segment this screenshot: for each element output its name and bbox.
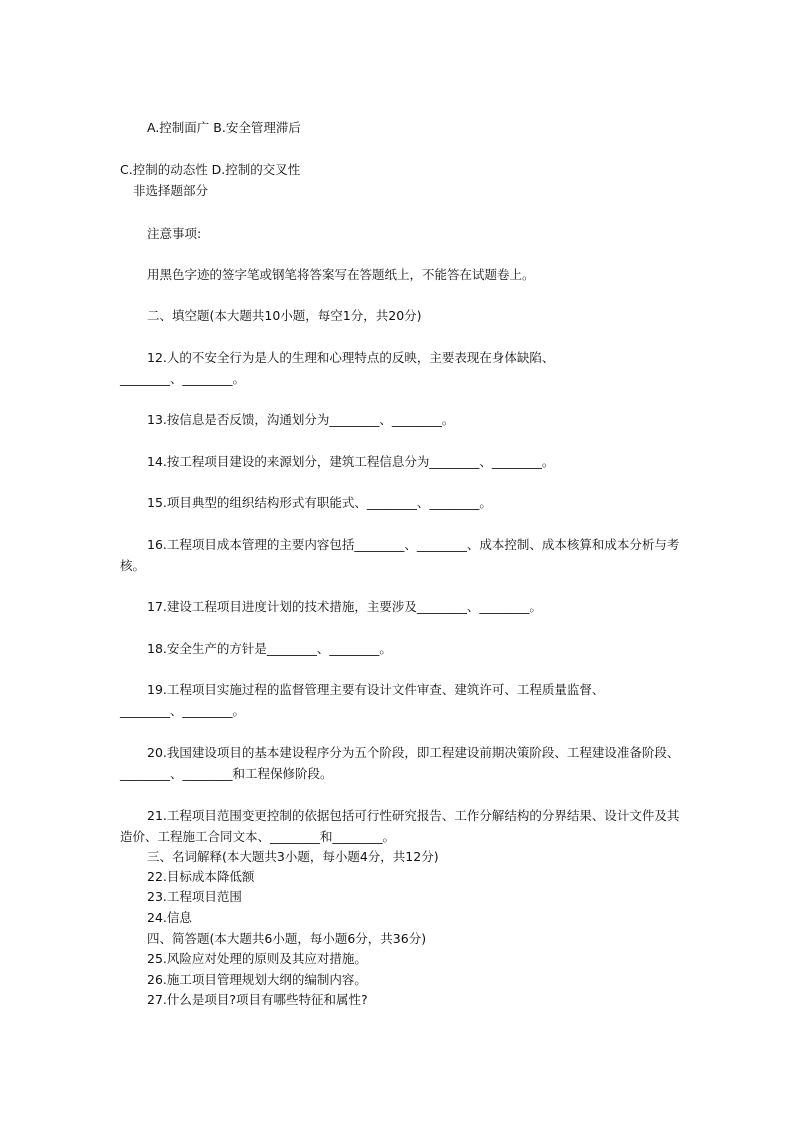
question-13: 13.按信息是否反馈，沟通划分为________、________。 <box>147 412 455 427</box>
notice-heading: 注意事项: <box>147 226 202 241</box>
question-23: 23.工程项目范围 <box>147 889 242 904</box>
question-14: 14.按工程项目建设的来源划分，建筑工程信息分为________、________。 <box>147 454 555 469</box>
question-21: 21.工程项目范围变更控制的依据包括可行性研究报告、工作分解结构的分界结果、设计文件及其造价、工程施工合同文本、________和________。 <box>120 808 680 844</box>
question-17: 17.建设工程项目进度计划的技术措施，主要涉及________、________。 <box>147 599 542 614</box>
question-19-line-1: 19.工程项目实施过程的监督管理主要有设计文件审查、建筑许可、工程质量监督、 <box>147 682 605 697</box>
notice-text: 用黑色字迹的签字笔或钢笔将答案写在答题纸上，不能答在试题卷上。 <box>147 267 535 282</box>
question-24: 24.信息 <box>147 910 192 925</box>
question-16: 16.工程项目成本管理的主要内容包括________、________、成本控制、成本核算和成本分析与考核。 <box>120 537 680 573</box>
section-heading-short-answer: 四、简答题(本大题共6小题，每小题6分，共36分) <box>147 931 427 946</box>
question-20: 20.我国建设项目的基本建设程序分为五个阶段，即工程建设前期决策阶段、工程建设准备阶段、________、________和工程保修阶段。 <box>120 745 680 781</box>
question-12-line-1: 12.人的不安全行为是人的生理和心理特点的反映，主要表现在身体缺陷、 <box>147 350 555 365</box>
section-heading-terms: 三、名词解释(本大题共3小题，每小题4分，共12分) <box>147 849 439 864</box>
question-25: 25.风险应对处理的原则及其应对措施。 <box>147 951 367 966</box>
section-heading-fill-blank: 二、填空题(本大题共10小题，每空1分，共20分) <box>147 308 422 323</box>
question-15: 15.项目典型的组织结构形式有职能式、________、________。 <box>147 495 492 510</box>
question-27: 27.什么是项目?项目有哪些特征和属性? <box>147 992 368 1007</box>
option-line-ab: A.控制面广 B.安全管理滞后 <box>147 120 301 135</box>
question-12-line-2: ________、________。 <box>120 371 246 386</box>
question-19-line-2: ________、________。 <box>120 703 246 718</box>
section-heading-non-choice: 非选择题部分 <box>133 183 209 198</box>
option-line-cd: C.控制的动态性 D.控制的交叉性 <box>120 162 301 177</box>
question-22: 22.目标成本降低额 <box>147 869 255 884</box>
question-18: 18.安全生产的方针是________、________。 <box>147 641 392 656</box>
question-26: 26.施工项目管理规划大纲的编制内容。 <box>147 972 367 987</box>
